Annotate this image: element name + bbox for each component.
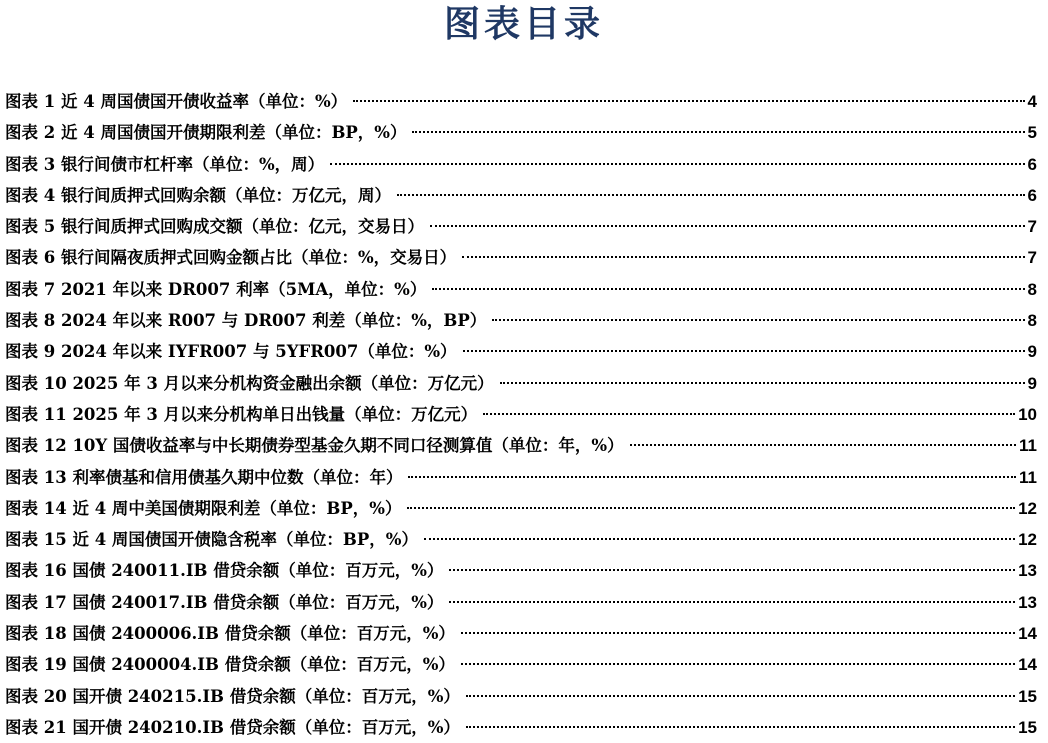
toc-entry-label: 图表 20 国开债 240215.IB 借贷余额（单位：百万元，%） bbox=[5, 686, 460, 706]
toc-entry-label: 图表 21 国开债 240210.IB 借贷余额（单位：百万元，%） bbox=[5, 717, 460, 737]
dot-leader bbox=[461, 632, 1015, 634]
toc-entry-page: 15 bbox=[1018, 717, 1037, 737]
toc-entry-20[interactable] bbox=[5, 681, 1037, 712]
toc-entry-16[interactable] bbox=[5, 555, 1037, 586]
dot-leader bbox=[424, 538, 1015, 540]
toc-entry-21[interactable] bbox=[5, 712, 1037, 743]
toc-entry-page: 4 bbox=[1027, 92, 1037, 111]
toc-entry-page: 7 bbox=[1027, 217, 1037, 237]
toc-entry-17[interactable] bbox=[5, 587, 1037, 618]
dot-leader bbox=[408, 476, 1016, 478]
toc-entry-page: 12 bbox=[1018, 498, 1037, 518]
dot-leader bbox=[449, 601, 1015, 603]
toc-entry-4[interactable] bbox=[5, 180, 1037, 211]
toc-entry-6[interactable] bbox=[5, 242, 1037, 273]
toc-entry-label: 图表 1 近 4 周国债国开债收益率（单位：%） bbox=[5, 92, 348, 111]
dot-leader bbox=[430, 225, 1025, 227]
dot-leader bbox=[330, 163, 1024, 165]
page-title: 图表目录 bbox=[443, 3, 604, 45]
toc-entry-page: 13 bbox=[1018, 592, 1037, 612]
toc-entry-page: 7 bbox=[1027, 248, 1037, 268]
dot-leader bbox=[432, 288, 1024, 290]
toc-entry-label: 图表 14 近 4 周中美国债期限利差（单位：BP，%） bbox=[5, 498, 402, 518]
toc-entry-page: 15 bbox=[1018, 686, 1037, 706]
toc-entry-label: 图表 2 近 4 周国债国开债期限利差（单位：BP，%） bbox=[5, 123, 407, 143]
toc-entry-label: 图表 12 10Y 国债收益率与中长期债券型基金久期不同口径测算值（单位：年，%） bbox=[5, 436, 624, 456]
toc-entry-5[interactable] bbox=[5, 211, 1037, 242]
toc-entry-page: 9 bbox=[1027, 373, 1037, 393]
toc-entry-12[interactable] bbox=[5, 430, 1037, 461]
dot-leader bbox=[492, 319, 1024, 321]
toc-entry-page: 11 bbox=[1019, 436, 1037, 456]
toc-entry-label: 图表 13 利率债基和信用债基久期中位数（单位：年） bbox=[5, 467, 403, 487]
dot-leader bbox=[412, 131, 1024, 133]
toc-entry-label: 图表 15 近 4 周国债国开债隐含税率（单位：BP，%） bbox=[5, 530, 418, 550]
dot-leader bbox=[353, 100, 1024, 102]
toc-entry-page: 13 bbox=[1018, 561, 1037, 581]
toc-entry-page: 6 bbox=[1027, 154, 1037, 174]
dot-leader bbox=[397, 194, 1025, 196]
dot-leader bbox=[449, 569, 1015, 571]
toc-entry-page: 11 bbox=[1019, 467, 1037, 487]
toc-entry-label: 图表 9 2024 年以来 IYFR007 与 5YFR007（单位：%） bbox=[5, 342, 457, 362]
table-of-figures bbox=[5, 86, 1037, 743]
toc-entry-page: 5 bbox=[1027, 123, 1037, 143]
toc-entry-13[interactable] bbox=[5, 462, 1037, 493]
toc-entry-label: 图表 10 2025 年 3 月以来分机构资金融出余额（单位：万亿元） bbox=[5, 373, 494, 393]
toc-entry-2[interactable] bbox=[5, 117, 1037, 148]
toc-entry-label: 图表 6 银行间隔夜质押式回购金额占比（单位：%，交易日） bbox=[5, 248, 457, 268]
toc-entry-page: 8 bbox=[1027, 279, 1037, 299]
toc-entry-11[interactable] bbox=[5, 399, 1037, 430]
toc-entry-7[interactable] bbox=[5, 274, 1037, 305]
dot-leader bbox=[461, 663, 1015, 665]
toc-entry-label: 图表 3 银行间债市杠杆率（单位：%，周） bbox=[5, 154, 325, 174]
dot-leader bbox=[483, 413, 1015, 415]
toc-entry-label: 图表 19 国债 2400004.IB 借贷余额（单位：百万元，%） bbox=[5, 655, 455, 675]
toc-entry-label: 图表 4 银行间质押式回购余额（单位：万亿元，周） bbox=[5, 185, 391, 205]
toc-entry-18[interactable] bbox=[5, 618, 1037, 649]
dot-leader bbox=[500, 382, 1025, 384]
dot-leader bbox=[466, 726, 1015, 728]
toc-entry-14[interactable] bbox=[5, 493, 1037, 524]
toc-entry-page: 14 bbox=[1018, 624, 1037, 644]
toc-entry-label: 图表 8 2024 年以来 R007 与 DR007 利差（单位：%，BP） bbox=[5, 311, 487, 331]
toc-entry-label: 图表 11 2025 年 3 月以来分机构单日出钱量（单位：万亿元） bbox=[5, 404, 478, 424]
toc-entry-9[interactable] bbox=[5, 336, 1037, 367]
toc-entry-1[interactable] bbox=[5, 86, 1037, 117]
toc-entry-label: 图表 17 国债 240017.IB 借贷余额（单位：百万元，%） bbox=[5, 592, 444, 612]
toc-entry-10[interactable] bbox=[5, 368, 1037, 399]
dot-leader bbox=[462, 256, 1024, 258]
toc-entry-page: 10 bbox=[1018, 404, 1037, 424]
toc-entry-19[interactable] bbox=[5, 649, 1037, 680]
dot-leader bbox=[630, 444, 1016, 446]
toc-entry-8[interactable] bbox=[5, 305, 1037, 336]
dot-leader bbox=[407, 507, 1015, 509]
dot-leader bbox=[463, 350, 1025, 352]
toc-entry-page: 6 bbox=[1027, 185, 1037, 205]
dot-leader bbox=[466, 695, 1015, 697]
toc-entry-label: 图表 7 2021 年以来 DR007 利率（5MA，单位：%） bbox=[5, 279, 427, 299]
toc-entry-page: 12 bbox=[1018, 530, 1037, 550]
toc-entry-label: 图表 5 银行间质押式回购成交额（单位：亿元，交易日） bbox=[5, 217, 424, 237]
toc-entry-label: 图表 18 国债 2400006.IB 借贷余额（单位：百万元，%） bbox=[5, 624, 455, 644]
toc-entry-15[interactable] bbox=[5, 524, 1037, 555]
toc-entry-page: 8 bbox=[1027, 311, 1037, 331]
toc-entry-page: 9 bbox=[1027, 342, 1037, 362]
toc-entry-label: 图表 16 国债 240011.IB 借贷余额（单位：百万元，%） bbox=[5, 561, 444, 581]
toc-entry-page: 14 bbox=[1018, 655, 1037, 675]
toc-entry-3[interactable] bbox=[5, 149, 1037, 180]
